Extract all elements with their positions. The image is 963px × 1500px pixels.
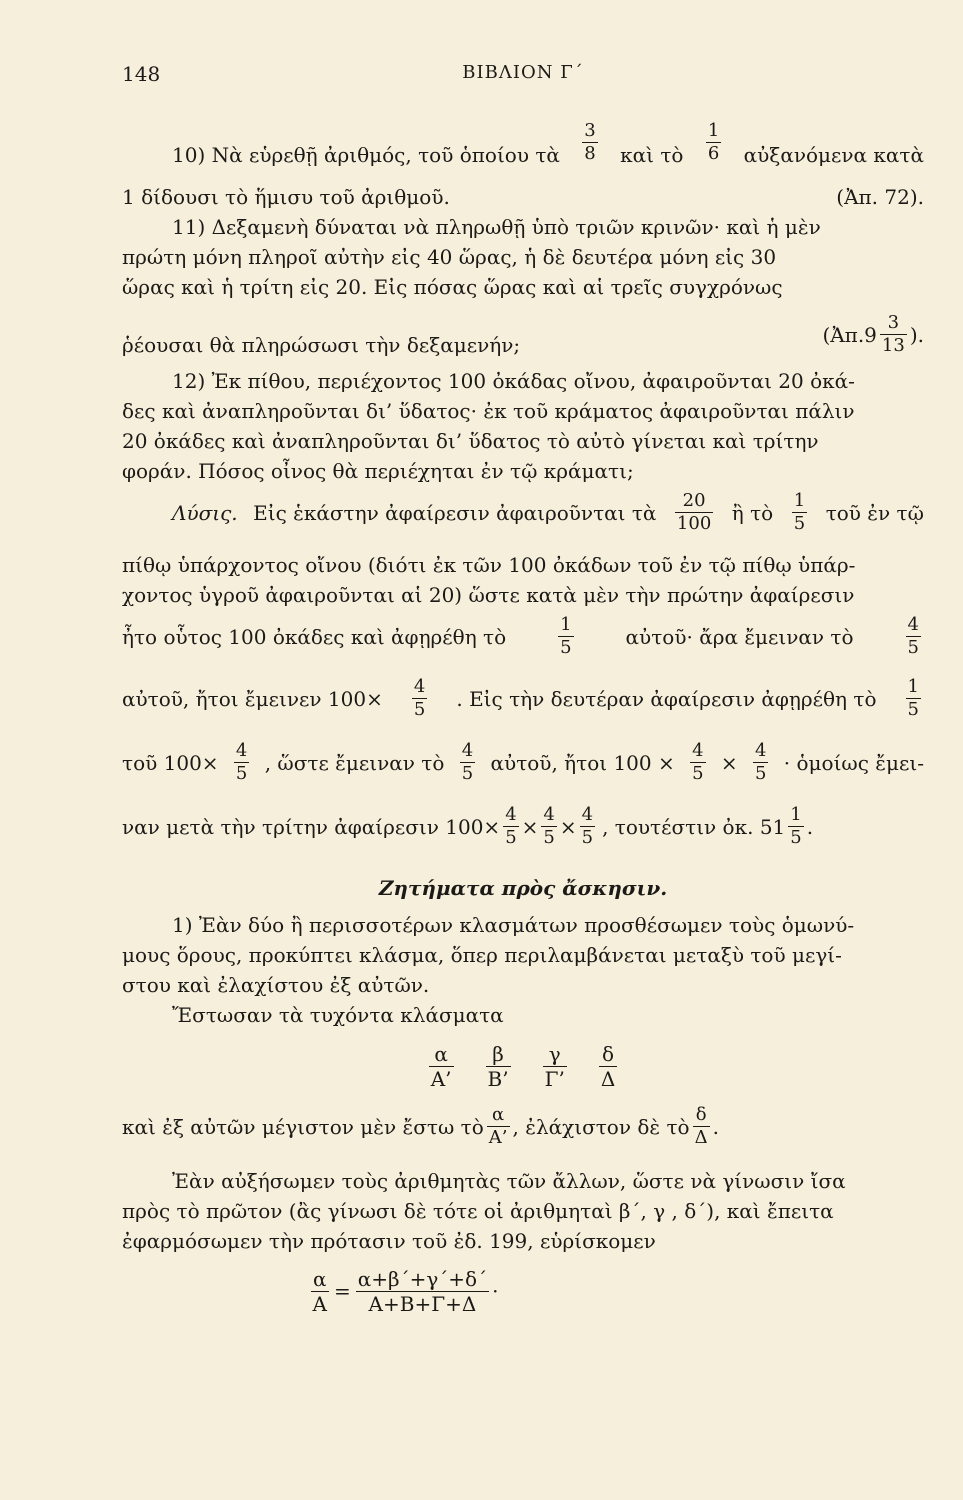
page-body <box>122 118 924 1326</box>
page-number: 148 <box>122 62 161 86</box>
exercise-1-line-7: πρὸς τὸ πρῶτον (ἂς γίνωσι δὲ τότε οἱ ἀριθμηταὶ β΄, γ , δ΄), καὶ ἔπειτα <box>122 1199 834 1223</box>
problem-12-line-2: δες καὶ ἀναπληροῦνται δι’ ὕδατος· ἐκ τοῦ κράματος ἀφαιροῦνται πάλιν <box>122 399 855 423</box>
solution-line-4: ἦτο οὗτος 100 ὀκάδες καὶ ἀφῃρέθη τὸ $\frac{1}{5}$ αὐτοῦ· ἄρα ἔμειναν τὸ $\frac{4}{5}$ <box>122 614 919 658</box>
exercise-1-line-2: μους ὅρους, προκύπτει κλάσμα, ὅπερ περιλαμβάνεται μεταξὺ τοῦ μεγί- <box>122 943 842 967</box>
solution-line-6: τοῦ 100× $\frac{4}{5}$ , ὥστε ἔμειναν τὸ $\frac{4}{5}$ αὐτοῦ, ἤτοι 100 × $\frac{4}{5}$ × $\frac{4}{5}$ · ὁμοίως ἔμει- <box>122 740 924 784</box>
problem-12-line-4: φοράν. Πόσος οἶνος θὰ περιέχηται ἐν τῷ κράματι; <box>122 459 634 483</box>
formula-lhs: $\frac{\alpha}{A}$ <box>312 1266 327 1316</box>
equals-sign: = <box>333 1279 351 1303</box>
page-header <box>122 62 924 92</box>
answer-ref: (Ἀπ. 72). <box>836 185 924 209</box>
running-title: ΒΙΒΛΙΟΝ Γ΄ <box>462 62 584 83</box>
solution-line-2: πίθῳ ὑπάρχοντος οἴνου (διότι ἐκ τῶν 100 ὀκάδων τοῦ ἐν τῷ πίθῳ ὑπάρ- <box>122 553 856 577</box>
fraction: $\frac{3}{8}$ <box>584 120 596 164</box>
problem-12-line-3: 20 ὀκάδες καὶ ἀναπληροῦνται δι’ ὕδατος τὸ αὐτὸ γίνεται καὶ τρίτην <box>122 429 819 453</box>
exercise-1-line-6: Ἐὰν αὐξήσωμεν τοὺς ἀριθμητὰς τῶν ἄλλων, ὥστε νὰ γίνωσιν ἴσα <box>172 1169 846 1193</box>
problem-11-line-4: ῥέουσαι θὰ πληρώσωσι τὴν δεξαμενήν; (Ἀπ.9 $\frac{3}{13}$ ). <box>122 312 924 357</box>
section-title: Ζητήματα πρὸς ἄσκησιν. <box>378 876 668 900</box>
solution-line-1: Λύσις. Εἰς ἑκάστην ἀφαίρεσιν ἀφαιροῦνται τὰ $\frac{20}{100}$ ἢ τὸ $\frac{1}{5}$ τοῦ ἐν τῷ <box>172 490 924 534</box>
formula-rhs: $\frac{\alpha+\beta΄+\gamma΄+\delta΄}{A+B+\Gamma+\Delta}$ <box>357 1266 488 1316</box>
problem-11-line-1: 11) Δεξαμενὴ δύναται νὰ πληρωθῇ ὑπὸ τριῶν κρινῶν· καὶ ἡ μὲν <box>172 215 821 239</box>
solution-line-3: χοντος ὑγροῦ ἀφαιροῦνται αἱ 20) ὥστε κατὰ μὲν τὴν πρώτην ἀφαίρεσιν <box>122 583 855 607</box>
solution-label: Λύσις. <box>172 500 238 525</box>
exercise-1-line-5: καὶ ἐξ αὐτῶν μέγιστον μὲν ἔστω τὸ $\frac{\alpha}{A’}$ , ἐλάχιστον δὲ τὸ $\frac{\delta}{\Delta}$ . <box>122 1104 719 1148</box>
fraction: $\frac{1}{6}$ <box>707 120 720 164</box>
fraction: $\frac{\gamma}{\Gamma’}$ <box>544 1041 565 1091</box>
exercise-1-line-4: Ἔστωσαν τὰ τυχόντα κλάσματα <box>172 1003 504 1027</box>
solution-line-5: αὐτοῦ, ἤτοι ἔμεινεν 100× $\frac{4}{5}$ . Εἰς τὴν δευτέραν ἀφαίρεσιν ἀφῃρέθη τὸ $\frac{1}{5}$ <box>122 676 919 720</box>
fraction-list <box>122 1030 924 1102</box>
answer-ref: (Ἀπ.9 $\frac{3}{13}$ ). <box>822 312 924 356</box>
fraction: $\frac{\beta}{B’}$ <box>487 1041 509 1091</box>
problem-text: 10) Νὰ εὑρεθῇ ἀριθμός, τοῦ ὁποίου τὰ <box>172 143 560 167</box>
problem-11-line-3: ὥρας καὶ ἡ τρίτη εἰς 20. Εἰς πόσας ὥρας καὶ αἱ τρεῖς συγχρόνως <box>122 275 783 299</box>
fraction: $\frac{\delta}{\Delta}$ <box>600 1041 616 1091</box>
problem-10-line-2: 1 δίδουσι τὸ ἥμισυ τοῦ ἀριθμοῦ. (Ἀπ. 72). <box>122 182 924 212</box>
exercise-1-line-1: 1) Ἐὰν δύο ἢ περισσοτέρων κλασμάτων προσθέσωμεν τοὺς ὁμωνύ- <box>172 913 855 937</box>
problem-10-line-1: 10) Νὰ εὑρεθῇ ἀριθμός, τοῦ ὁποίου τὰ $\frac{3}{8}$ καὶ τὸ $\frac{1}{6}$ αὐξανόμενα κατὰ <box>122 118 924 182</box>
fraction: $\frac{\alpha}{A’}$ <box>430 1041 452 1091</box>
problem-12-line-1: 12) Ἐκ πίθου, περιέχοντος 100 ὀκάδας οἴνου, ἀφαιροῦνται 20 ὀκά- <box>172 369 855 393</box>
exercise-1-line-3: στου καὶ ἐλαχίστου ἐξ αὐτῶν. <box>122 973 430 997</box>
formula: $\frac{\alpha}{A}$ = $\frac{\alpha+\beta΄+\gamma΄+\delta΄}{A+B+\Gamma+\Delta}$ · <box>312 1266 499 1316</box>
exercise-1-line-8: ἐφαρμόσωμεν τὴν πρότασιν τοῦ ἐδ. 199, εὑρίσκομεν <box>122 1229 656 1253</box>
solution-line-7: ναν μετὰ τὴν τρίτην ἀφαίρεσιν 100× $\frac{4}{5}$ × $\frac{4}{5}$ × $\frac{4}{5}$ , τουτέστιν ὀκ. 51 $\frac{1}{5}$ . <box>122 804 814 848</box>
problem-11-line-2: πρώτη μόνη πληροῖ αὐτὴν εἰς 40 ὥρας, ἡ δὲ δευτέρα μόνη εἰς 30 <box>122 245 777 269</box>
